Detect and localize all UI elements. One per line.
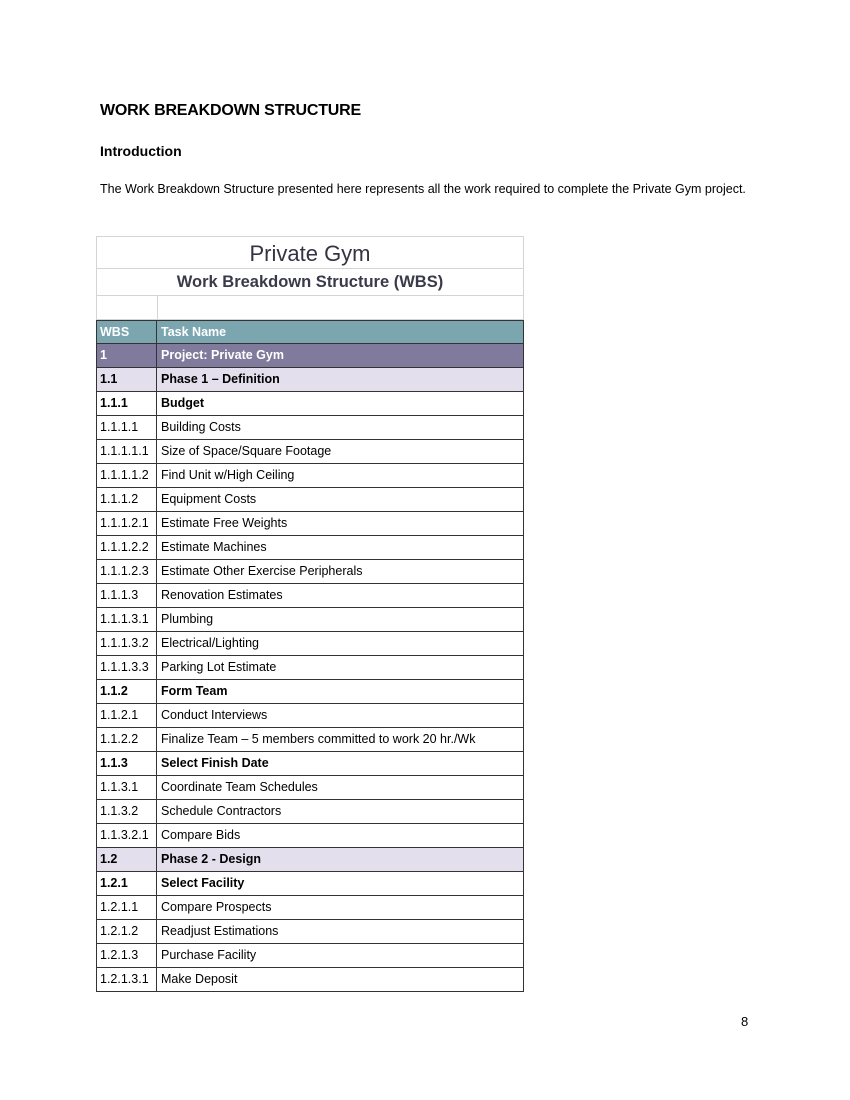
task-name-cell: Conduct Interviews <box>161 708 268 722</box>
wbs-code-cell: 1.1.1 <box>97 392 157 415</box>
task-name-cell: Phase 2 - Design <box>161 852 262 866</box>
section-heading: Introduction <box>100 143 182 159</box>
document-heading: WORK BREAKDOWN STRUCTURE <box>100 102 361 119</box>
task-name-cell: Parking Lot Estimate <box>161 660 277 674</box>
task-name-cell: Plumbing <box>161 612 214 626</box>
wbs-code-cell: 1.1.1.3.2 <box>97 632 157 655</box>
task-name-cell: Size of Space/Square Footage <box>161 444 332 458</box>
table-row <box>97 896 523 920</box>
task-name-cell: Renovation Estimates <box>161 588 283 602</box>
task-name-cell: Coordinate Team Schedules <box>161 780 318 794</box>
wbs-code-cell: 1.1.1.3.3 <box>97 656 157 679</box>
table-row <box>97 560 523 584</box>
task-name-cell: Project: Private Gym <box>161 348 284 362</box>
table-title: Private Gym <box>96 236 524 269</box>
wbs-code-cell: 1.1.1.1.1 <box>97 440 157 463</box>
table-subtitle: Work Breakdown Structure (WBS) <box>96 269 524 296</box>
table-row <box>97 944 523 968</box>
wbs-code-cell: 1.1 <box>97 368 157 391</box>
table-row <box>97 440 523 464</box>
table-row <box>97 680 523 704</box>
wbs-code-cell: 1 <box>97 344 157 367</box>
table-row <box>97 392 523 416</box>
table-row <box>97 656 523 680</box>
wbs-code-cell: 1.1.3.2.1 <box>97 824 157 847</box>
table-row <box>97 728 523 752</box>
table-row <box>97 536 523 560</box>
table-row <box>97 776 523 800</box>
wbs-code-cell: 1.1.1.1 <box>97 416 157 439</box>
wbs-code-cell: 1.1.2 <box>97 680 157 703</box>
intro-paragraph: The Work Breakdown Structure presented here represents all the work required to complete the Private Gym project. <box>100 182 746 196</box>
page-number: 8 <box>741 1014 749 1029</box>
blank-cell <box>97 296 158 319</box>
table-row <box>97 632 523 656</box>
table-row <box>97 608 523 632</box>
wbs-code-cell: 1.2.1 <box>97 872 157 895</box>
wbs-code-cell: 1.2.1.2 <box>97 920 157 943</box>
wbs-code-cell: 1.1.1.2.2 <box>97 536 157 559</box>
wbs-code-cell: 1.1.1.2.3 <box>97 560 157 583</box>
wbs-code-cell: 1.1.1.3.1 <box>97 608 157 631</box>
task-name-cell: Find Unit w/High Ceiling <box>161 468 295 482</box>
wbs-grid <box>96 320 524 992</box>
table-row <box>97 752 523 776</box>
wbs-code-cell: 1.1.2.2 <box>97 728 157 751</box>
task-name-cell: Phase 1 – Definition <box>161 372 280 386</box>
task-name-cell: Estimate Machines <box>161 540 267 554</box>
table-row <box>97 416 523 440</box>
task-name-cell: Purchase Facility <box>161 948 257 962</box>
table-row <box>97 848 523 872</box>
wbs-table <box>96 236 524 992</box>
table-header-row <box>97 320 523 344</box>
wbs-code-cell: 1.1.1.2.1 <box>97 512 157 535</box>
task-name-cell: Compare Prospects <box>161 900 272 914</box>
task-name-cell: Readjust Estimations <box>161 924 279 938</box>
wbs-code-cell: 1.1.1.3 <box>97 584 157 607</box>
task-name-cell: Electrical/Lighting <box>161 636 259 650</box>
table-row <box>97 872 523 896</box>
task-name-cell: Form Team <box>161 684 228 698</box>
table-row <box>97 488 523 512</box>
table-row <box>97 344 523 368</box>
task-name-cell: Compare Bids <box>161 828 241 842</box>
task-name-cell: Equipment Costs <box>161 492 257 506</box>
table-row <box>97 824 523 848</box>
wbs-code-cell: 1.1.3 <box>97 752 157 775</box>
table-row <box>97 512 523 536</box>
table-row <box>97 800 523 824</box>
task-name-cell: Estimate Other Exercise Peripherals <box>161 564 363 578</box>
wbs-code-cell: 1.1.2.1 <box>97 704 157 727</box>
task-name-cell: Finalize Team – 5 members committed to work 20 hr./Wk <box>161 732 476 746</box>
wbs-code-cell: 1.2.1.3.1 <box>97 968 157 991</box>
task-name-cell: Estimate Free Weights <box>161 516 288 530</box>
wbs-code-cell: 1.1.3.2 <box>97 800 157 823</box>
wbs-code-cell: 1.1.1.2 <box>97 488 157 511</box>
table-row <box>97 704 523 728</box>
wbs-code-cell: 1.2.1.3 <box>97 944 157 967</box>
table-row <box>97 584 523 608</box>
task-name-cell: Budget <box>161 396 205 410</box>
table-row <box>97 464 523 488</box>
header-wbs: WBS <box>97 321 157 343</box>
task-name-cell: Building Costs <box>161 420 241 434</box>
table-row <box>97 968 523 992</box>
wbs-code-cell: 1.2.1.1 <box>97 896 157 919</box>
task-name-cell: Make Deposit <box>161 972 238 986</box>
blank-spacer-row <box>96 296 524 320</box>
wbs-code-cell: 1.1.3.1 <box>97 776 157 799</box>
wbs-code-cell: 1.1.1.1.2 <box>97 464 157 487</box>
table-row <box>97 368 523 392</box>
task-name-cell: Select Finish Date <box>161 756 269 770</box>
task-name-cell: Select Facility <box>161 876 245 890</box>
table-row <box>97 920 523 944</box>
wbs-code-cell: 1.2 <box>97 848 157 871</box>
header-task-name: Task Name <box>161 325 227 339</box>
task-name-cell: Schedule Contractors <box>161 804 282 818</box>
